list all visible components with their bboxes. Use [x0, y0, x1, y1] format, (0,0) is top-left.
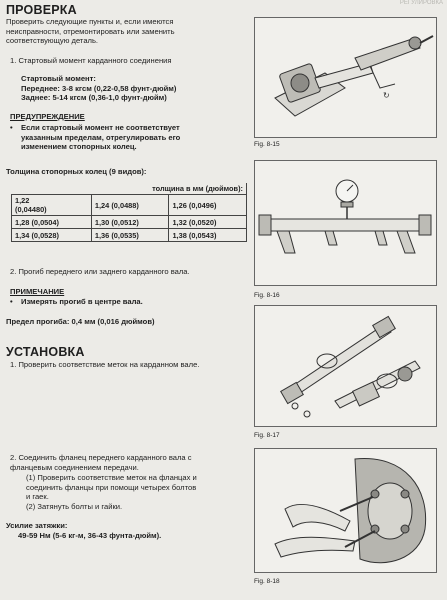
check-item-1: 1. Стартовый момент карданного соединения [10, 56, 172, 65]
warning-line: изменением стопорных колец. [21, 142, 137, 152]
intro-line: неисправности, отремонтировать или заменить [6, 26, 175, 36]
torque-rear: Заднее: 5-14 кгсм (0,36-1,0 фунт-дюйм) [21, 93, 167, 103]
table-cell: 1,22 (0,04480) [12, 195, 92, 216]
install-torque-value: 49-59 Нм (5-6 кг-м, 36-43 фунта-дюйм). [18, 531, 162, 540]
deflection-limit: Предел прогиба: 0,4 мм (0,016 дюймов) [6, 317, 155, 326]
figure-caption: Fig. 8-15 [254, 141, 280, 148]
intro-line: соответствующую деталь. [6, 36, 99, 46]
figure-caption: Fig. 8-18 [254, 578, 280, 585]
table-row [12, 229, 247, 242]
warning-bullet: • [10, 123, 13, 132]
table-cell: 1,38 (0,0543) [169, 229, 247, 242]
note-title: ПРИМЕЧАНИЕ [10, 287, 65, 296]
warning-text [21, 123, 180, 152]
note-bullet: • [10, 297, 13, 306]
warning-title: ПРЕДУПРЕЖДЕНИЕ [10, 112, 85, 121]
intro-line: Проверить следующие пункты и, если имеются [6, 17, 174, 26]
rings-title: Толщина стопорных колец (9 видов): [6, 167, 147, 176]
table-cell: 1,34 (0,0528) [12, 229, 92, 242]
table-header-row [12, 183, 247, 195]
install-step-2 [10, 453, 192, 472]
figure-8-17 [254, 305, 437, 427]
check-item-2: 2. Прогиб переднего или заднего карданного вала. [10, 267, 190, 276]
table-cell: 1,32 (0,0520) [169, 216, 247, 229]
joint-torque-illustration [255, 18, 436, 137]
rings-table [11, 183, 247, 242]
figure-8-16 [254, 160, 437, 286]
check-title: ПРОВЕРКА [6, 3, 77, 17]
flange-bolt-illustration [255, 449, 436, 572]
substep-line: (2) Затянуть болты и гайки. [26, 501, 123, 511]
step-2-line: фланцевым соединением передачи. [10, 462, 139, 472]
table-cell: 1,36 (0,0535) [91, 229, 169, 242]
figure-caption: Fig. 8-17 [254, 432, 280, 439]
table-cell: 1,30 (0,0512) [91, 216, 169, 229]
shaft-marks-illustration [255, 306, 436, 426]
check-intro [6, 17, 175, 46]
torque-block [21, 74, 176, 103]
torque-title: Стартовый момент: [21, 74, 96, 83]
table-row [12, 216, 247, 229]
install-substeps [26, 473, 197, 511]
header-crumb: РЕГУЛИРОВКА [399, 0, 443, 6]
warning-line: Если стартовый момент не соответствует [21, 123, 180, 132]
deflection-measure-illustration [255, 161, 436, 285]
note-text: Измерять прогиб в центре вала. [21, 297, 143, 306]
table-cell: 1,26 (0,0496) [169, 195, 247, 216]
install-title: УСТАНОВКА [6, 345, 85, 359]
step-2-line: 2. Соединить фланец переднего карданного вала с [10, 453, 192, 462]
figure-8-15 [254, 17, 437, 138]
substep-line: (1) Проверить соответствие меток на фланцах и [26, 473, 197, 482]
figure-caption: Fig. 8-16 [254, 292, 280, 299]
install-step-1: 1. Проверить соответствие меток на карданном вале. [10, 360, 200, 369]
rings-header: толщина в мм (дюймов): [12, 183, 247, 195]
substep-line: соединить фланцы при помощи четырех болтов [26, 482, 197, 492]
table-row [12, 195, 247, 216]
warning-line: указанным пределам, отрегулировать его [21, 132, 181, 142]
figure-8-18 [254, 448, 437, 573]
torque-front: Переднее: 3-8 кгсм (0,22-0,58 фунт-дюйм) [21, 83, 177, 93]
table-cell: 1,24 (0,0488) [91, 195, 169, 216]
substep-line: и гаек. [26, 492, 49, 502]
install-torque-title: Усилие затяжки: [6, 521, 68, 530]
svg-text:↻: ↻ [383, 91, 390, 100]
table-cell: 1,28 (0,0504) [12, 216, 92, 229]
